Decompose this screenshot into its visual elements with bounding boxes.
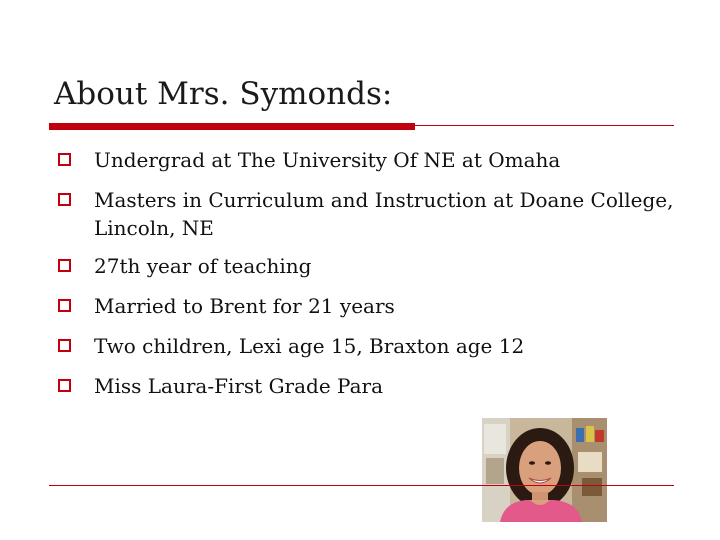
bullet-text: Masters in Curriculum and Instruction at Doane College, Lincoln, NE bbox=[94, 188, 674, 240]
bullet-item bbox=[56, 372, 676, 400]
bullet-text: Miss Laura-First Grade Para bbox=[94, 374, 384, 398]
hollow-square-bullet-icon bbox=[58, 259, 71, 272]
bullet-item bbox=[56, 186, 676, 242]
bullet-text: Two children, Lexi age 15, Braxton age 12 bbox=[94, 334, 525, 358]
bullet-text: Undergrad at The University Of NE at Omaha bbox=[94, 148, 561, 172]
bullet-item bbox=[56, 332, 676, 360]
bullet-item bbox=[56, 292, 676, 320]
hollow-square-bullet-icon bbox=[58, 379, 71, 392]
bullet-item bbox=[56, 146, 676, 174]
bullet-text: Married to Brent for 21 years bbox=[94, 294, 395, 318]
footer-divider bbox=[49, 485, 674, 486]
bullet-item bbox=[56, 252, 676, 280]
hollow-square-bullet-icon bbox=[58, 153, 71, 166]
bullet-text: 27th year of teaching bbox=[94, 254, 312, 278]
hollow-square-bullet-icon bbox=[58, 193, 71, 206]
title-divider-thick bbox=[49, 123, 415, 130]
bullet-list bbox=[56, 146, 676, 412]
hollow-square-bullet-icon bbox=[58, 339, 71, 352]
slide-title: About Mrs. Symonds: bbox=[54, 76, 393, 112]
hollow-square-bullet-icon bbox=[58, 299, 71, 312]
portrait-photo bbox=[482, 418, 607, 522]
